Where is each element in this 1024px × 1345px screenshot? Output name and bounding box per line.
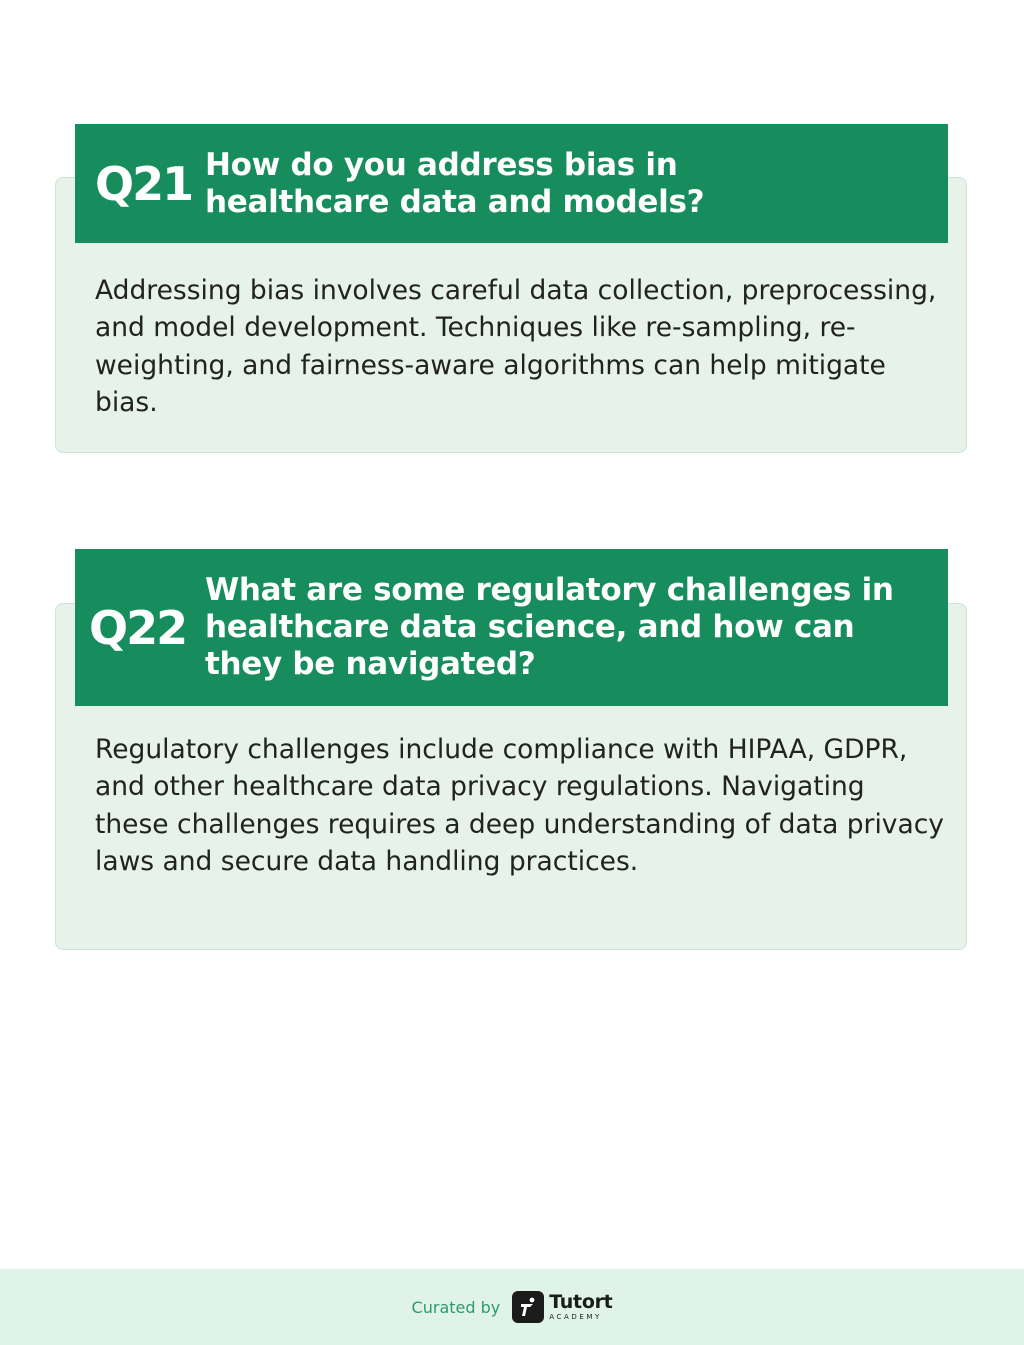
answer-text: Addressing bias involves careful data collection, preprocessing, and model development. Techniques like re-sampling, re-weighting, and fairness-aware algorithms can help mitigate bias.	[95, 275, 937, 418]
question-text: What are some regulatory challenges in healthcare data science, and how can they be navigated?	[205, 572, 894, 682]
question-number: Q22	[89, 600, 187, 655]
brand-name: Tutort	[549, 1291, 613, 1313]
brand-wordmark	[549, 1293, 612, 1321]
question-text: How do you address bias in healthcare data and models?	[205, 146, 705, 220]
footer	[0, 1269, 1024, 1345]
curated-by-label: Curated by	[411, 1297, 501, 1317]
tutort-logo-icon	[512, 1291, 544, 1323]
question-number: Q21	[95, 156, 193, 211]
brand-subtitle: ACADEMY	[549, 1313, 602, 1321]
question-header-q21	[75, 124, 948, 243]
question-header-q22	[75, 549, 948, 706]
answer-text: Regulatory challenges include compliance with HIPAA, GDPR, and other healthcare data privacy regulations. Navigating these challenges requires a deep understanding of data privacy laws and secure data handling practices.	[95, 734, 944, 877]
tutort-logo-glyph	[517, 1296, 539, 1318]
